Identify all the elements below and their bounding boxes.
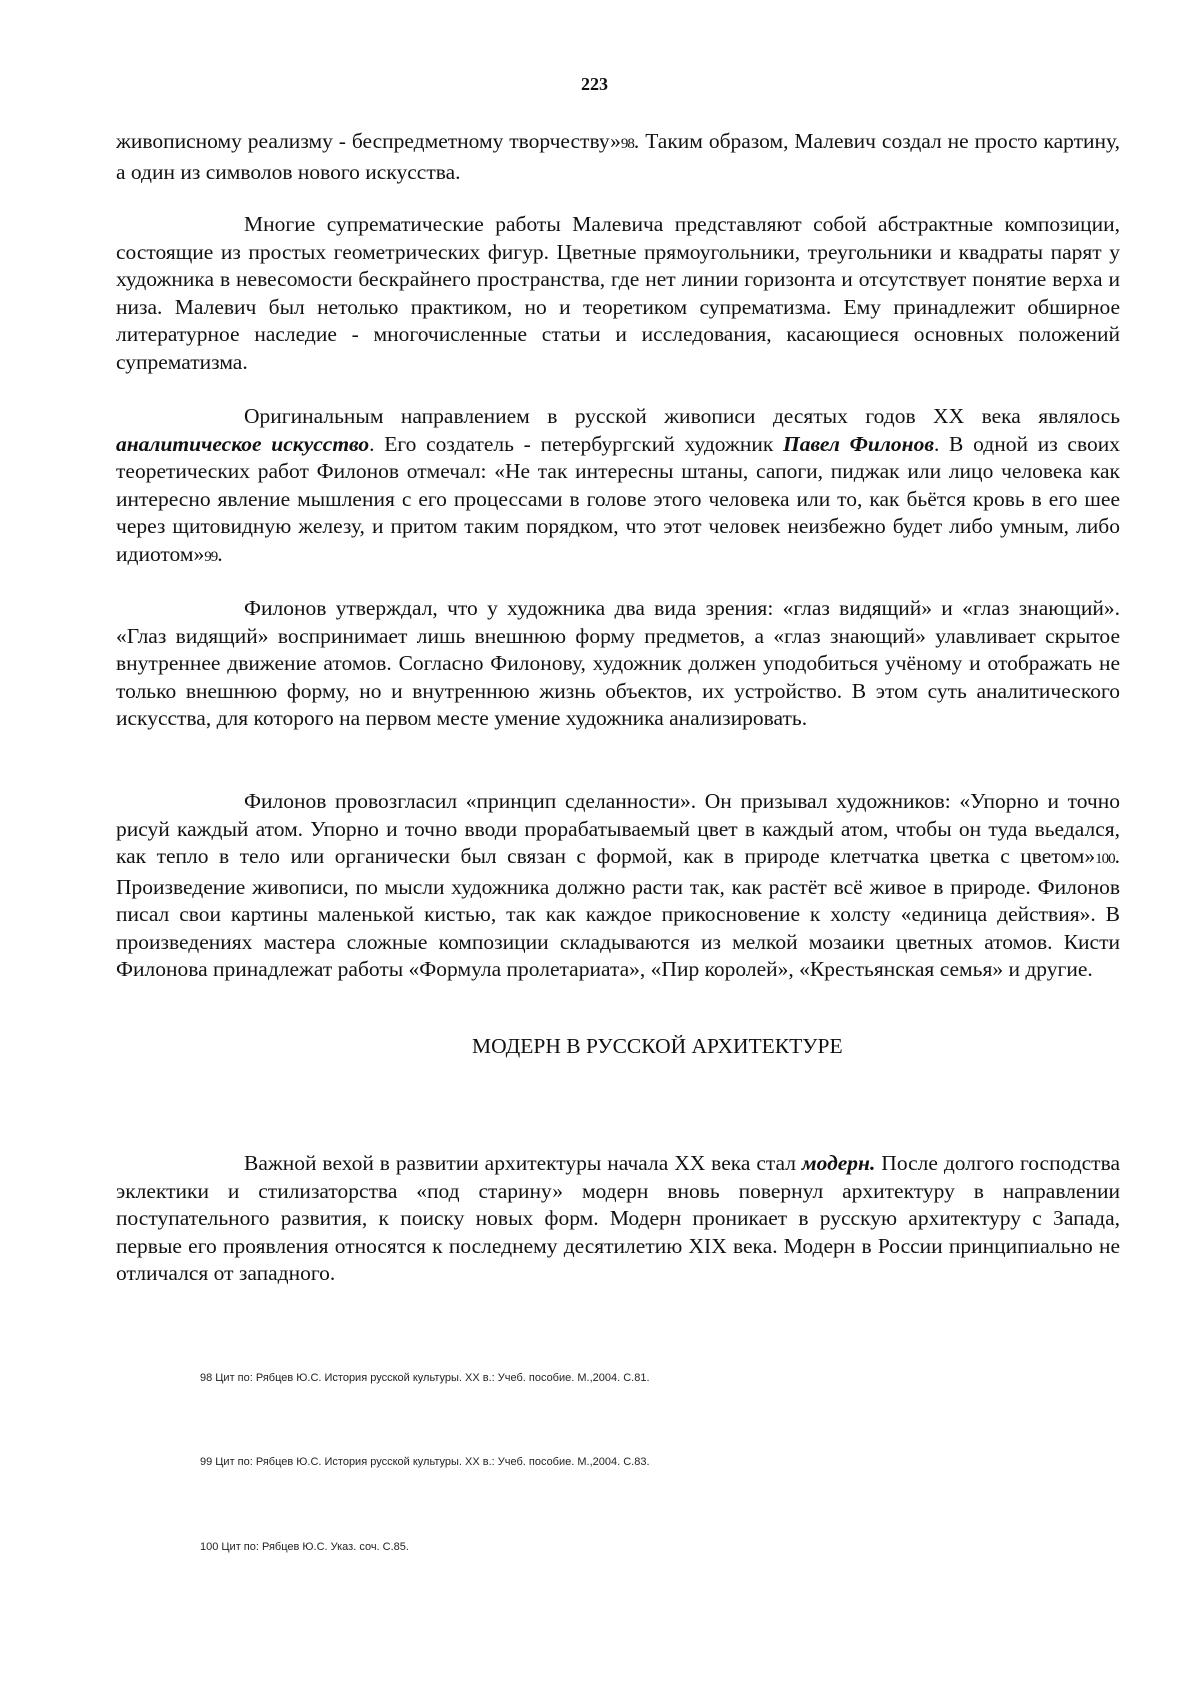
paragraph-3-text-b: . Его создатель - петербургский художник xyxy=(369,431,784,456)
paragraph-2: Многие супрематические работы Малевича представляют собой абстрактные композиции, состоящие из простых геометрических фигур. Цветные прямоугольники, треугольники и квадраты парят у художника в невесомости бескрайнего пространства, где нет линии горизонта и отсутствует понятие верха и низа. Малевич был нетолько практиком, но и теоретиком супрематизма. Ему принадлежит обширное литературное наследие - многочисленные статьи и исследования, касающиеся основных положений супрематизма. xyxy=(116,212,1120,374)
paragraph-5 xyxy=(116,788,1120,984)
page-number: 223 xyxy=(581,74,608,94)
paragraph-1-text: живописному реализму - беспредметному творчеству» xyxy=(116,129,621,153)
footnote-ref-99: 99 xyxy=(204,548,218,565)
paragraph-1-text-cont: . Таким образом, Малевич создал не просто картину, а один из символов нового искусства. xyxy=(116,129,1120,184)
paragraph-3-text-d: . xyxy=(217,541,223,566)
section-heading: МОДЕРН В РУССКОЙ АРХИТЕКТУРЕ xyxy=(472,1034,843,1058)
term-analytical-art: аналитическое искусство xyxy=(116,431,370,456)
paragraph-3-text: Оригинальным направлением в русской живописи десятых годов XX века являлось xyxy=(244,404,1120,428)
footnote-98: 98 Цит по: Рябцев Ю.С. История русской культуры. XX в.: Учеб. пособие. М.,2004. С.81. xyxy=(200,1372,650,1384)
paragraph-6 xyxy=(116,1150,1120,1288)
name-pavel-filonov: Павел Филонов xyxy=(783,431,934,456)
footnote-ref-100: 100 xyxy=(1095,851,1115,867)
footnote-99: 99 Цит по: Рябцев Ю.С. История русской культуры. XX в.: Учеб. пособие. М.,2004. С.83. xyxy=(200,1456,650,1468)
paragraph-3 xyxy=(116,403,1120,571)
paragraph-5-text-cont: . Произведение живописи, по мысли художника должно расти так, как растёт всё живое в природе. Филонов писал свои картины маленькой кистью, так как каждое прикосновение к холсту «единица действия». В произведениях мастера сложные композиции складываются из мелкой мозаики цветных атомов. Кисти Филонова принадлежат работы «Формула пролетариата», «Пир королей», «Крестьянская семья» и другие. xyxy=(116,844,1120,981)
paragraph-6-text: Важной вехой в развитии архитектуры начала XX века стал xyxy=(244,1151,802,1175)
paragraph-4: Филонов утверждал, что у художника два вида зрения: «глаз видящий» и «глаз знающий». «Глаз видящий» воспринимает лишь внешнюю форму предметов, а «глаз знающий» улавливает скрытое внутреннее движение атомов. Согласно Филонову, художник должен уподобиться учёному и отображать не только внешнюю форму, но и внутреннюю жизнь объектов, их устройство. В этом суть аналитического искусства, для которого на первом месте умение художника анализировать. xyxy=(116,596,1120,730)
paragraph-1 xyxy=(116,128,1120,186)
footnote-100: 100 Цит по: Рябцев Ю.С. Указ. соч. С.85. xyxy=(200,1541,409,1553)
paragraph-5-text: Филонов провозгласил «принцип сделанности». Он призывал художников: «Упорно и точно рисуй каждый атом. Упорно и точно вводи прорабатываемый цвет в каждый атом, чтобы он туда вьедался, как тепло в тело или органически был связан с формой, как в природе клетчатка цветка с цветом» xyxy=(116,789,1120,868)
paragraph-3-text-c: . В одной из своих теоретических работ Филонов отмечал: «Не так интересны штаны, сапоги, пиджак или лицо человека как интересно явление мышления с его процессами в голове этого человека или то, как бьётся кровь в его шее через щитовидную железу, и притом таким порядком, что этот человек неизбежно будет либо умным, либо идиотом» xyxy=(116,431,1120,566)
paragraph-6-text-cont: После долгого господства эклектики и стилизаторства «под старину» модерн вновь повернул архитектуру в направлении поступательного развития, к поиску новых форм. Модерн проникает в русскую архитектуру с Запада, первые его проявления относятся к последнему десятилетию XIX века. Модерн в России принципиально не отличался от западного. xyxy=(116,1151,1120,1285)
term-modern: модерн. xyxy=(801,1151,876,1175)
footnote-ref-98: 98 xyxy=(620,136,634,152)
